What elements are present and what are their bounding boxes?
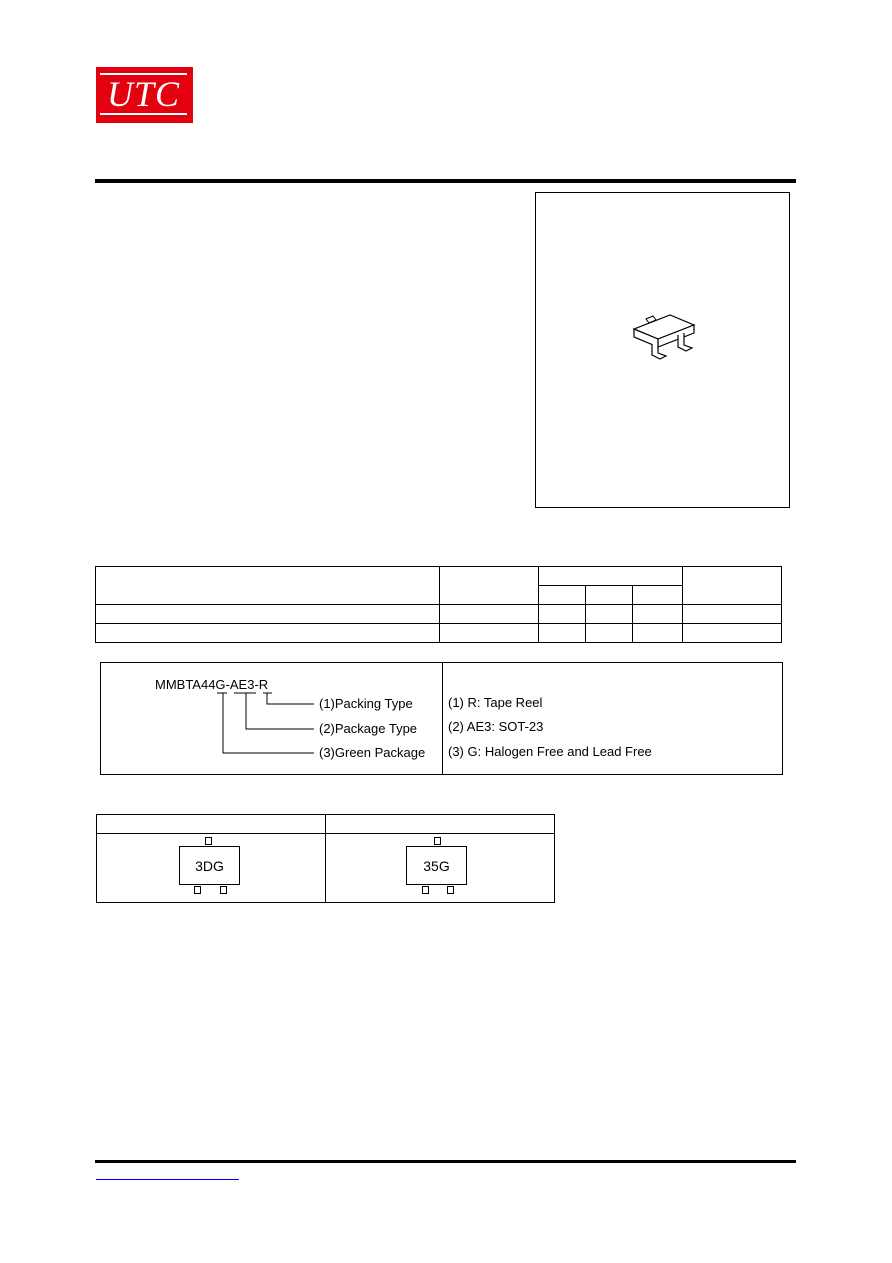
header-rule (95, 179, 796, 183)
decoder-divider (442, 663, 443, 774)
marking-column-divider (325, 814, 326, 903)
chip-top-pin (205, 837, 212, 845)
chip-bottom-pin (220, 886, 227, 894)
part-number: MMBTA44G-AE3-R (155, 677, 269, 692)
table-header-cell (440, 567, 539, 605)
logo-text: UTC (106, 74, 181, 114)
table-header-cell (96, 567, 440, 605)
marking-table (96, 814, 555, 903)
packing-type-label: (1)Packing Type (319, 696, 413, 711)
marking-code: 35G (423, 857, 450, 874)
chip-bottom-pin (422, 886, 429, 894)
website-link[interactable] (96, 1166, 239, 1180)
green-package-meaning: (3) G: Halogen Free and Lead Free (448, 744, 652, 759)
logo-frame (100, 73, 187, 115)
package-type-label: (2)Package Type (319, 721, 418, 736)
marking-chip-35g (406, 846, 467, 885)
marking-code: 3DG (195, 857, 224, 874)
packing-type-meaning: (1) R: Tape Reel (448, 695, 543, 710)
package-type-meaning: (2) AE3: SOT-23 (448, 719, 544, 734)
website-link-underline (96, 1179, 239, 1180)
table-header-cell (539, 567, 683, 586)
table-subheader-cell (633, 586, 683, 605)
package-image-box (535, 192, 790, 508)
table-row (96, 605, 782, 624)
table-subheader-cell (586, 586, 633, 605)
ordering-table (95, 566, 782, 643)
sot-23-package-icon (626, 311, 706, 367)
part-number-decoder (100, 662, 783, 775)
chip-bottom-pin (447, 886, 454, 894)
chip-top-pin (434, 837, 441, 845)
chip-bottom-pin (194, 886, 201, 894)
green-package-label: (3)Green Package (319, 745, 426, 760)
utc-logo (96, 67, 193, 123)
table-header-cell (683, 567, 782, 605)
table-subheader-cell (539, 586, 586, 605)
marking-chip-3dg (179, 846, 240, 885)
footer-rule (95, 1160, 796, 1163)
table-row (96, 624, 782, 643)
